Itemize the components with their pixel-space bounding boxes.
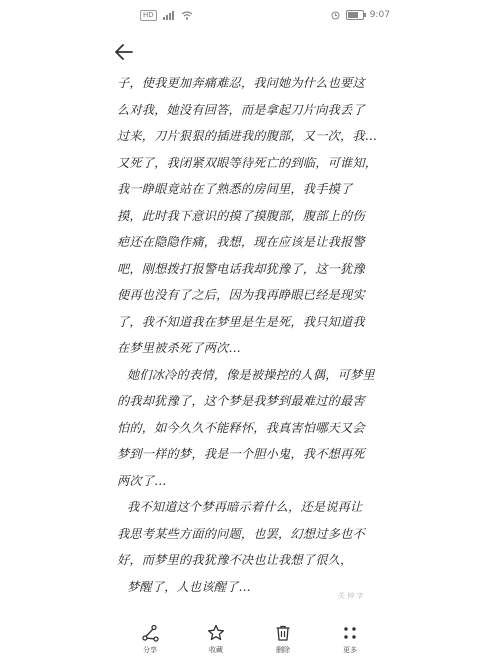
text-line: 疤还在隐隐作痛，我想，现在应该是让我报警 bbox=[117, 235, 365, 249]
signal-icon bbox=[163, 11, 175, 20]
text-line: 便再也没有了之后，因为我再睁眼已经是现实 bbox=[117, 288, 365, 302]
hd-badge: HD bbox=[140, 10, 157, 21]
paragraph-3 bbox=[117, 494, 385, 574]
share-icon bbox=[141, 624, 159, 642]
paragraph-1 bbox=[117, 70, 385, 362]
text-line: 她们冰冷的表情，像是被操控的人偶，可梦里 bbox=[127, 367, 375, 382]
more-label: 更多 bbox=[343, 646, 357, 654]
text-line: 梦到一样的梦，我是一个胆小鬼，我不想再死 bbox=[117, 447, 365, 461]
bottom-toolbar bbox=[0, 618, 500, 666]
text-line: 的我却犹豫了，这个梦是我梦到最难过的最害 bbox=[117, 394, 365, 408]
status-right bbox=[331, 10, 390, 20]
favorite-button[interactable] bbox=[196, 624, 236, 655]
text-line: 摸，此时我下意识的摸了摸腹部，腹部上的伤 bbox=[117, 208, 365, 223]
text-line: 在梦里被杀死了两次… bbox=[117, 341, 241, 355]
paragraph-2 bbox=[117, 362, 385, 495]
text-line: 子，使我更加奔痛难忍，我问她为什么也要这 bbox=[117, 76, 365, 90]
text-line: 怕的，如今久久不能释怀，我真害怕哪天又会 bbox=[117, 420, 365, 435]
back-button[interactable] bbox=[112, 40, 136, 64]
delete-button[interactable] bbox=[263, 624, 303, 655]
text-line: 好，而梦里的我犹豫不决也让我想了很久， bbox=[117, 553, 353, 567]
wifi-icon bbox=[181, 11, 193, 20]
star-icon bbox=[207, 624, 225, 642]
alarm-icon bbox=[331, 11, 340, 20]
arrow-left-icon bbox=[112, 40, 136, 64]
text-line: 过来，刀片狠狠的插进我的腹部，又一次，我… bbox=[117, 129, 378, 143]
more-button[interactable] bbox=[330, 624, 370, 655]
watermark: 关 钟 字 bbox=[338, 592, 364, 600]
trash-icon bbox=[274, 624, 292, 642]
share-label: 分享 bbox=[143, 646, 157, 654]
status-left bbox=[140, 10, 193, 21]
delete-label: 删除 bbox=[276, 646, 290, 654]
text-line: 了，我不知道我在梦里是生是死，我只知道我 bbox=[117, 314, 365, 329]
article-body bbox=[117, 70, 385, 600]
text-line: 吧，刚想拨打报警电话我却犹豫了，这一犹豫 bbox=[117, 261, 365, 276]
text-line: 么对我，她没有回答，而是拿起刀片向我丢了 bbox=[117, 102, 365, 117]
four-dots-icon bbox=[341, 624, 359, 642]
text-line: 我不知道这个梦再暗示着什么，还是说再让 bbox=[127, 500, 363, 514]
battery-fill bbox=[348, 12, 358, 18]
text-line: 我一睁眼竟站在了熟悉的房间里，我手摸了 bbox=[117, 182, 353, 196]
battery-icon bbox=[346, 10, 364, 20]
favorite-label: 收藏 bbox=[209, 646, 223, 654]
text-line: 又死了，我闭紧双眼等待死亡的到临，可谁知， bbox=[117, 155, 378, 170]
text-line: 两次了… bbox=[117, 473, 167, 488]
status-bar bbox=[0, 0, 500, 30]
status-time: 9:07 bbox=[369, 10, 390, 20]
text-line: 我思考某些方面的问题，也罢，幻想过多也不 bbox=[117, 526, 365, 541]
text-line: 梦醒了，人也该醒了… bbox=[127, 579, 251, 594]
share-button[interactable] bbox=[130, 624, 170, 655]
